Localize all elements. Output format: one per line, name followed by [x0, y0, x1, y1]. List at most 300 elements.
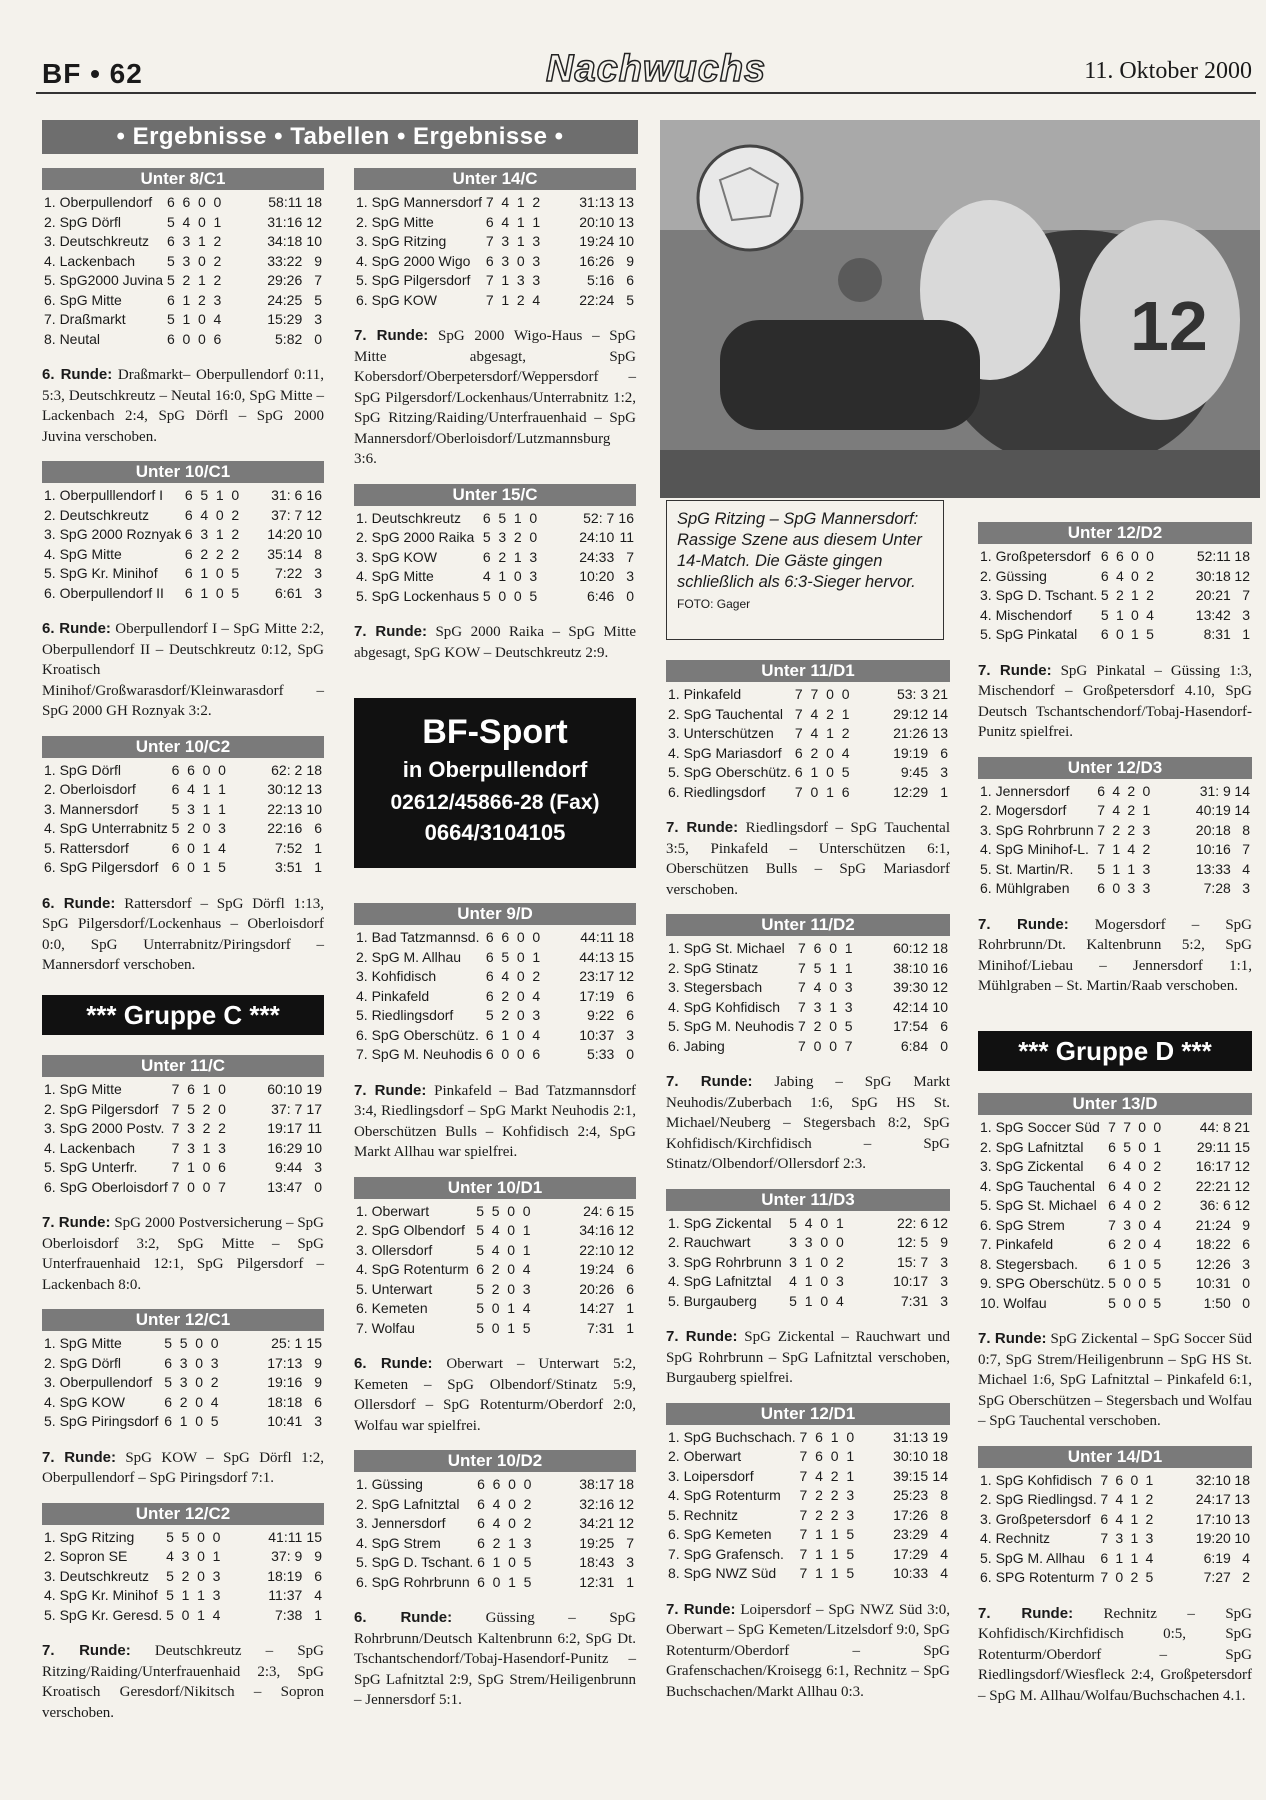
stat-cell: 62: 2 — [271, 761, 303, 778]
standings-block — [354, 903, 636, 1163]
team-name: 2. SpG Lafnitztal — [980, 1138, 1084, 1155]
stat-cell: 0 — [516, 252, 525, 269]
stat-cell: 31:13 — [893, 1428, 929, 1445]
stat-cell: 7 — [171, 1100, 180, 1117]
stat-cell: 17:10 — [1195, 1510, 1231, 1527]
stat-cell: 10:31 — [1195, 1275, 1231, 1291]
stat-cell: 1 — [626, 1573, 634, 1590]
team-name: 4. Mischendorf — [980, 606, 1072, 623]
stat-cell: 4 — [491, 1222, 500, 1238]
stat-cell: 6 — [166, 233, 175, 249]
table-row — [666, 705, 950, 725]
team-name: 6. SpG Rohrbrunn — [356, 1573, 470, 1590]
standings-table — [978, 1471, 1252, 1588]
stat-cell: 4 — [1123, 1158, 1131, 1174]
table-title: Unter 10/C2 — [42, 736, 324, 758]
stat-cell: 5 — [476, 1222, 485, 1238]
stat-cell: 4 — [182, 213, 191, 230]
stat-cell: 6 — [501, 929, 510, 945]
stat-cell: 1 — [200, 565, 209, 581]
table-row — [666, 1486, 950, 1506]
results-text: SpG 2000 Raika – SpG Mitte abgesagt, SpG KOW – Deutschkreutz 2:9. — [354, 624, 636, 661]
standings-block — [42, 1055, 324, 1295]
stat-cell: 2 — [523, 1515, 532, 1531]
stat-cell: 52:11 — [1196, 548, 1231, 564]
team-name: 3. Oberpullendorf — [44, 1374, 153, 1390]
round-results — [978, 1604, 1252, 1707]
stat-cell: 6 — [213, 330, 222, 347]
stat-cell: 2 — [231, 506, 240, 523]
standings-table — [42, 486, 324, 603]
round-label: 7. Runde: — [354, 327, 429, 344]
results-text: Rattersdorf – SpG Dörfl 1:13, SpG Pilgersdorf/Lockenhaus – Oberloisdorf 0:0, SpG Unterrabnitz/Piringsdorf – Mannersdorf verschoben. — [42, 895, 325, 973]
stat-cell: 2 — [218, 1120, 226, 1136]
results-text: SpG Zickental – SpG Soccer Süd 0:7, SpG Strem/Heiligenbrunn – SpG HS St. Michael 1:6, SpG Lafnitztal – Pinkafeld 6:1, SpG Oberschützen – Stegersbach und Wolfau – SpG Tauchental verschoben. — [978, 1331, 1253, 1429]
stat-cell: 7 — [485, 194, 494, 210]
standings-block — [42, 736, 324, 976]
stat-cell: 0 — [1112, 880, 1121, 896]
stat-cell: 0 — [181, 1606, 190, 1623]
stat-cell: 9:44 — [275, 1159, 303, 1175]
section-title: Nachwuchs — [546, 48, 767, 90]
stat-cell: 6 — [476, 1261, 485, 1277]
standings-block — [42, 1503, 324, 1724]
ad-mobile: 0664/3104105 — [424, 820, 566, 845]
stat-cell: 9 — [314, 1374, 322, 1390]
stat-cell: 6 — [182, 194, 191, 210]
team-name: 4. SpG Mitte — [356, 568, 434, 584]
stat-cell: 5 — [522, 1319, 531, 1336]
stat-cell: 0 — [820, 1253, 829, 1270]
stat-cell: 6 — [1100, 626, 1109, 642]
team-name: 6. Kemeten — [356, 1300, 428, 1316]
stat-cell: 0 — [212, 1528, 221, 1545]
stat-cell: 0 — [829, 1037, 837, 1054]
stat-cell: 42:14 — [893, 998, 929, 1015]
stat-cell: 30:12 — [267, 781, 303, 797]
stat-cell: 7 — [485, 272, 494, 288]
stat-cell: 23:17 — [579, 968, 615, 984]
stat-cell: 6 — [492, 1476, 501, 1492]
standings-block — [666, 1403, 950, 1703]
stat-cell: 12 — [932, 1214, 948, 1231]
stat-cell: 6 — [1108, 1138, 1116, 1155]
stat-cell: 3 — [314, 311, 322, 327]
stat-cell: 37: 7 — [271, 506, 303, 523]
table-row — [978, 1138, 1252, 1158]
table-row — [354, 1260, 636, 1280]
stat-cell: 7 — [485, 291, 494, 308]
standings-table — [354, 193, 636, 310]
team-name: 4. SpG Strem — [356, 1534, 441, 1551]
team-name: 1. Großpetersdorf — [980, 548, 1091, 564]
table-row — [354, 1299, 636, 1319]
stat-cell: 6 — [477, 1476, 485, 1492]
stat-cell: 4 — [810, 705, 819, 722]
ad-place: in Oberpullendorf — [402, 757, 588, 782]
stat-cell: 2 — [213, 233, 222, 249]
stat-cell: 18 — [618, 1476, 634, 1492]
table-row — [666, 744, 950, 764]
stat-cell: 4 — [532, 1026, 541, 1043]
round-label: 7. Runde: — [42, 1642, 131, 1659]
team-name: 1. SpG Dörfl — [44, 761, 122, 778]
stat-cell: 5 — [171, 820, 180, 836]
team-name: 3. Loipersdorf — [668, 1467, 754, 1484]
stat-cell: 15 — [618, 1202, 634, 1219]
stat-cell: 20:10 — [579, 213, 615, 230]
stat-cell: 6 — [485, 252, 494, 269]
stat-cell: 3 — [626, 1554, 634, 1570]
table-row — [42, 291, 324, 311]
stat-cell: 2 — [491, 1261, 500, 1277]
stat-cell: 0 — [197, 1528, 205, 1545]
stat-cell: 6 — [477, 1495, 485, 1512]
team-name: 1. SpG St. Michael — [668, 940, 785, 956]
team-name: 5. SpG Unterfr. — [44, 1159, 138, 1175]
stat-cell: 5 — [179, 1335, 188, 1351]
stat-cell: 3 — [844, 979, 853, 995]
stat-cell: 3 — [1115, 1530, 1124, 1546]
stat-cell: 0 — [1138, 1177, 1147, 1194]
table-row — [42, 1547, 324, 1567]
stat-cell: 0 — [820, 1214, 829, 1231]
round-label: 7. Runde: — [978, 915, 1069, 933]
stat-cell: 3 — [314, 1159, 322, 1175]
stat-cell: 0 — [197, 330, 206, 347]
stat-cell: 6 — [314, 820, 322, 836]
table-row — [354, 928, 636, 948]
stat-cell: 7 — [626, 1534, 634, 1551]
team-name: 4. SpG Kr. Minihof — [44, 1587, 158, 1603]
stat-cell: 5 — [476, 1202, 485, 1219]
stat-cell: 9 — [314, 1548, 322, 1564]
results-text: SpG Zickental – Rauchwart und SpG Rohrbrunn – SpG Lafnitztal verschoben, Burgauberg spielfrei. — [666, 1329, 950, 1386]
stat-cell: 1 — [202, 1081, 211, 1097]
standings-block — [666, 660, 950, 900]
table-row — [42, 1354, 324, 1374]
stat-cell: 6 — [794, 744, 803, 761]
table-row — [666, 1214, 950, 1234]
stat-cell: 3 — [789, 1253, 797, 1270]
stat-cell: 7 — [171, 1120, 180, 1136]
stat-cell: 22:13 — [267, 800, 303, 817]
stat-cell: 33:22 — [267, 252, 303, 269]
table-row — [354, 548, 636, 568]
stat-cell: 4 — [166, 1548, 174, 1564]
stat-cell: 14 — [1234, 782, 1250, 799]
table-row — [978, 547, 1252, 567]
stat-cell: 1 — [492, 1554, 501, 1570]
stat-cell: 1 — [830, 1565, 839, 1581]
stat-cell: 34:18 — [267, 233, 303, 249]
team-name: 3. Großpetersdorf — [980, 1510, 1091, 1527]
stat-cell: 25: 1 — [271, 1335, 303, 1351]
table-row — [666, 1017, 950, 1037]
stat-cell: 12 — [932, 979, 948, 995]
stat-cell: 39:15 — [893, 1467, 929, 1484]
stat-cell: 7 — [626, 548, 634, 565]
standings-block — [42, 461, 324, 722]
stat-cell: 1 — [830, 1526, 839, 1542]
round-results — [978, 661, 1252, 743]
team-name: 6. Riedlingsdorf — [668, 783, 766, 800]
team-name: 3. SpG D. Tschant. — [980, 587, 1098, 603]
table-row — [354, 967, 636, 987]
stat-cell: 3 — [218, 820, 226, 836]
stat-cell: 1 — [202, 839, 211, 856]
table-row — [666, 685, 950, 705]
stat-cell: 3 — [1145, 1530, 1154, 1546]
stat-cell: 1 — [187, 1159, 195, 1175]
table-row — [666, 1564, 950, 1584]
team-name: 5. Riedlingsdorf — [356, 1007, 454, 1023]
stat-cell: 0 — [187, 839, 195, 856]
table-row — [42, 310, 324, 330]
table-row — [666, 1428, 950, 1448]
stat-cell: 3 — [1127, 880, 1136, 896]
round-results — [42, 1448, 324, 1489]
stat-cell: 3 — [813, 998, 822, 1015]
stat-cell: 6 — [166, 330, 175, 347]
stat-cell: 14:20 — [267, 526, 303, 542]
stat-cell: 4 — [810, 725, 819, 741]
stat-cell: 0 — [846, 1428, 855, 1445]
stat-cell: 5 — [846, 1526, 855, 1542]
stat-cell: 6 — [1108, 1255, 1116, 1272]
stat-cell: 0 — [516, 987, 525, 1004]
stat-cell: 5 — [210, 1413, 219, 1429]
stat-cell: 1 — [1123, 1255, 1131, 1272]
team-name: 2. Deutschkreutz — [44, 506, 150, 523]
stat-cell: 31:16 — [267, 213, 303, 230]
stat-cell: 0 — [197, 1567, 205, 1584]
stat-cell: 2 — [213, 272, 222, 288]
stat-cell: 1 — [1127, 860, 1136, 877]
round-results — [666, 818, 950, 900]
stat-cell: 11 — [307, 1120, 322, 1136]
table-row — [354, 213, 636, 233]
standings-table — [354, 509, 636, 607]
stat-cell: 37: 7 — [271, 1100, 303, 1117]
stat-cell: 5:16 — [587, 272, 615, 288]
column-3 — [666, 660, 950, 1716]
stat-cell: 0 — [529, 509, 538, 526]
stat-cell: 0 — [1242, 1275, 1250, 1291]
stat-cell: 4 — [187, 781, 195, 797]
stat-cell: 3 — [182, 233, 191, 249]
stat-cell: 0 — [197, 194, 206, 210]
stat-cell: 0 — [1115, 626, 1124, 642]
round-results — [42, 894, 324, 976]
stat-cell: 2 — [1146, 567, 1154, 584]
stat-cell: 18 — [618, 929, 634, 945]
stat-cell: 4 — [532, 291, 541, 308]
stat-cell: 6 — [485, 1026, 494, 1043]
round-results — [666, 1072, 950, 1175]
stat-cell: 6 — [187, 1081, 195, 1097]
stat-cell: 3 — [516, 272, 525, 288]
stat-cell: 3 — [314, 584, 322, 601]
stat-cell: 6 — [1097, 782, 1106, 799]
stat-cell: 12 — [1234, 1177, 1250, 1194]
stat-cell: 2 — [830, 1506, 839, 1523]
stat-cell: 18:43 — [579, 1554, 615, 1570]
table-row — [354, 1573, 636, 1593]
table-row — [42, 800, 324, 820]
group-c-heading: *** Gruppe C *** — [42, 995, 324, 1035]
stat-cell: 8 — [314, 545, 322, 562]
team-name: 2. Güssing — [980, 567, 1047, 584]
standings-block — [42, 168, 324, 447]
stat-cell: 1 — [218, 800, 226, 817]
stat-cell: 12:31 — [579, 1573, 615, 1590]
stat-cell: 12 — [618, 1495, 634, 1512]
stat-cell: 4 — [804, 1214, 813, 1231]
table-row — [978, 625, 1252, 645]
stat-cell: 2 — [1153, 1197, 1162, 1213]
stat-cell: 1 — [826, 725, 834, 741]
stat-cell: 1 — [1153, 1138, 1162, 1155]
stat-cell: 7 — [171, 1081, 180, 1097]
stat-cell: 1 — [314, 839, 322, 856]
team-name: 6. Jabing — [668, 1037, 725, 1054]
stat-cell: 44:11 — [580, 929, 615, 945]
stat-cell: 13 — [618, 213, 634, 230]
team-name: 2. Oberwart — [668, 1448, 742, 1464]
stat-cell: 6 — [1115, 548, 1124, 564]
stat-cell: 0 — [516, 1046, 525, 1062]
table-row — [666, 959, 950, 979]
team-name: 4. SpG Lafnitztal — [668, 1273, 772, 1289]
table-row — [978, 606, 1252, 626]
stat-cell: 0 — [314, 330, 322, 347]
stat-cell: 18:22 — [1195, 1236, 1231, 1252]
stat-cell: 10 — [1234, 1530, 1250, 1546]
team-name: 2. SpG Dörfl — [44, 1354, 122, 1371]
team-name: 2. SpG Lafnitztal — [356, 1495, 460, 1512]
stat-cell: 24: 6 — [583, 1202, 615, 1219]
stat-cell: 1 — [513, 509, 522, 526]
stat-cell: 0 — [1153, 1119, 1162, 1135]
team-name: 1. Oberwart — [356, 1202, 430, 1219]
stat-cell: 1 — [1115, 1549, 1124, 1566]
stat-cell: 3 — [218, 1139, 226, 1156]
stat-cell: 2 — [513, 529, 522, 545]
stat-cell: 5 — [166, 1606, 174, 1623]
stat-cell: 6 — [485, 929, 494, 945]
stat-cell: 13 — [306, 781, 322, 797]
table-row — [42, 525, 324, 545]
stat-cell: 13 — [1234, 1491, 1250, 1507]
table-row — [42, 1528, 324, 1548]
standings-table — [978, 547, 1252, 645]
results-text: SpG Pinkatal – Güssing 1:3, Mischendorf – Großpetersdorf 4.10, SpG Deutsch Tschantschendorf/Tobaj-Hasendorf-Punitz spielfrei. — [978, 662, 1253, 740]
stat-cell: 1 — [197, 1606, 205, 1623]
stat-cell: 60:12 — [893, 940, 929, 956]
team-name: 2. SpG Dörfl — [44, 213, 122, 230]
stat-cell: 6 — [1242, 1236, 1250, 1252]
stat-cell: 1 — [844, 940, 853, 956]
stat-cell: 18 — [932, 940, 948, 956]
team-name: 4. SpG Minihof-L. — [980, 841, 1089, 857]
table-row — [666, 1467, 950, 1487]
round-results — [354, 1354, 636, 1436]
stat-cell: 7 — [797, 1037, 806, 1054]
stat-cell: 1 — [197, 233, 206, 249]
stat-cell: 2 — [202, 1100, 211, 1117]
stat-cell: 6 — [794, 764, 803, 780]
standings-block — [354, 1450, 636, 1711]
team-name: 5. SpG Lockenhaus — [356, 587, 479, 604]
stat-cell: 6 — [940, 1018, 948, 1034]
stat-cell: 22:21 — [1195, 1177, 1231, 1194]
stat-cell: 0 — [516, 1007, 525, 1023]
table-title: Unter 10/C1 — [42, 461, 324, 483]
stat-cell: 1 — [830, 1428, 839, 1445]
results-text: SpG 2000 Wigo-Haus – SpG Mitte abgesagt, SpG Kobersdorf/Oberpetersdorf/Weppersdorf – SpG Pilgersdorf/Lockenhaus/Unterrabnitz 1:2, SpG Ritzing/Raiding/Unterfrauenhaid – SpG Mannersdorf/Oberloisdorf/Lutzmannsburg 3:6. — [354, 328, 636, 467]
table-row — [354, 528, 636, 548]
stat-cell: 18 — [1234, 548, 1250, 564]
team-name: 3. SpG Rohrbrunn — [668, 1253, 782, 1270]
table-row — [354, 1319, 636, 1339]
team-name: 7. Draßmarkt — [44, 311, 126, 327]
table-row — [354, 1514, 636, 1534]
table-row — [978, 1255, 1252, 1275]
stat-cell: 4 — [1112, 802, 1121, 818]
stat-cell: 6 — [813, 940, 822, 956]
stat-cell: 10:16 — [1195, 841, 1231, 857]
stat-cell: 0 — [1146, 548, 1154, 564]
round-label: 7. Runde: — [42, 1214, 111, 1231]
table-row — [42, 819, 324, 839]
stat-cell: 7 — [799, 1545, 808, 1562]
stat-cell: 53: 3 — [896, 686, 929, 702]
stat-cell: 7 — [1100, 1491, 1109, 1507]
table-row — [666, 998, 950, 1018]
stat-cell: 3 — [213, 291, 222, 308]
table-row — [978, 1177, 1252, 1197]
stat-cell: 1 — [516, 213, 525, 230]
team-name: 6. Mühlgraben — [980, 880, 1070, 896]
results-text: SpG 2000 Postversicherung – SpG Oberloisdorf 3:2, SpG Mitte – SpG Unterfrauenhaid 12:1, SpG Pilgersdorf – Lackenbach 8:0. — [42, 1215, 324, 1293]
stat-cell: 2 — [210, 1374, 219, 1390]
stat-cell: 2 — [182, 272, 191, 288]
stat-cell: 7:38 — [275, 1606, 303, 1623]
stat-cell: 16:26 — [579, 252, 615, 269]
round-results — [354, 622, 636, 663]
stat-cell: 2 — [1153, 1177, 1162, 1194]
table-row — [354, 291, 636, 311]
round-label: 6. Runde: — [42, 366, 113, 383]
table-row — [354, 1475, 636, 1495]
table-row — [354, 509, 636, 529]
stat-cell: 6 — [485, 213, 494, 230]
stat-cell: 44: 8 — [1199, 1119, 1231, 1135]
stat-cell: 5 — [200, 487, 209, 503]
round-results — [42, 619, 324, 722]
stat-cell: 6 — [1115, 1471, 1124, 1488]
stat-cell: 6 — [1108, 1177, 1116, 1194]
stat-cell: 7 — [1100, 1530, 1109, 1546]
stat-cell: 3 — [804, 1234, 813, 1250]
stat-cell: 15:29 — [267, 311, 303, 327]
stat-cell: 13:42 — [1195, 606, 1231, 623]
stat-cell: 1 — [1242, 626, 1250, 642]
table-title: Unter 14/D1 — [978, 1446, 1252, 1468]
team-name: 6. SpG KOW — [356, 291, 437, 308]
stat-cell: 5 — [476, 1300, 485, 1316]
